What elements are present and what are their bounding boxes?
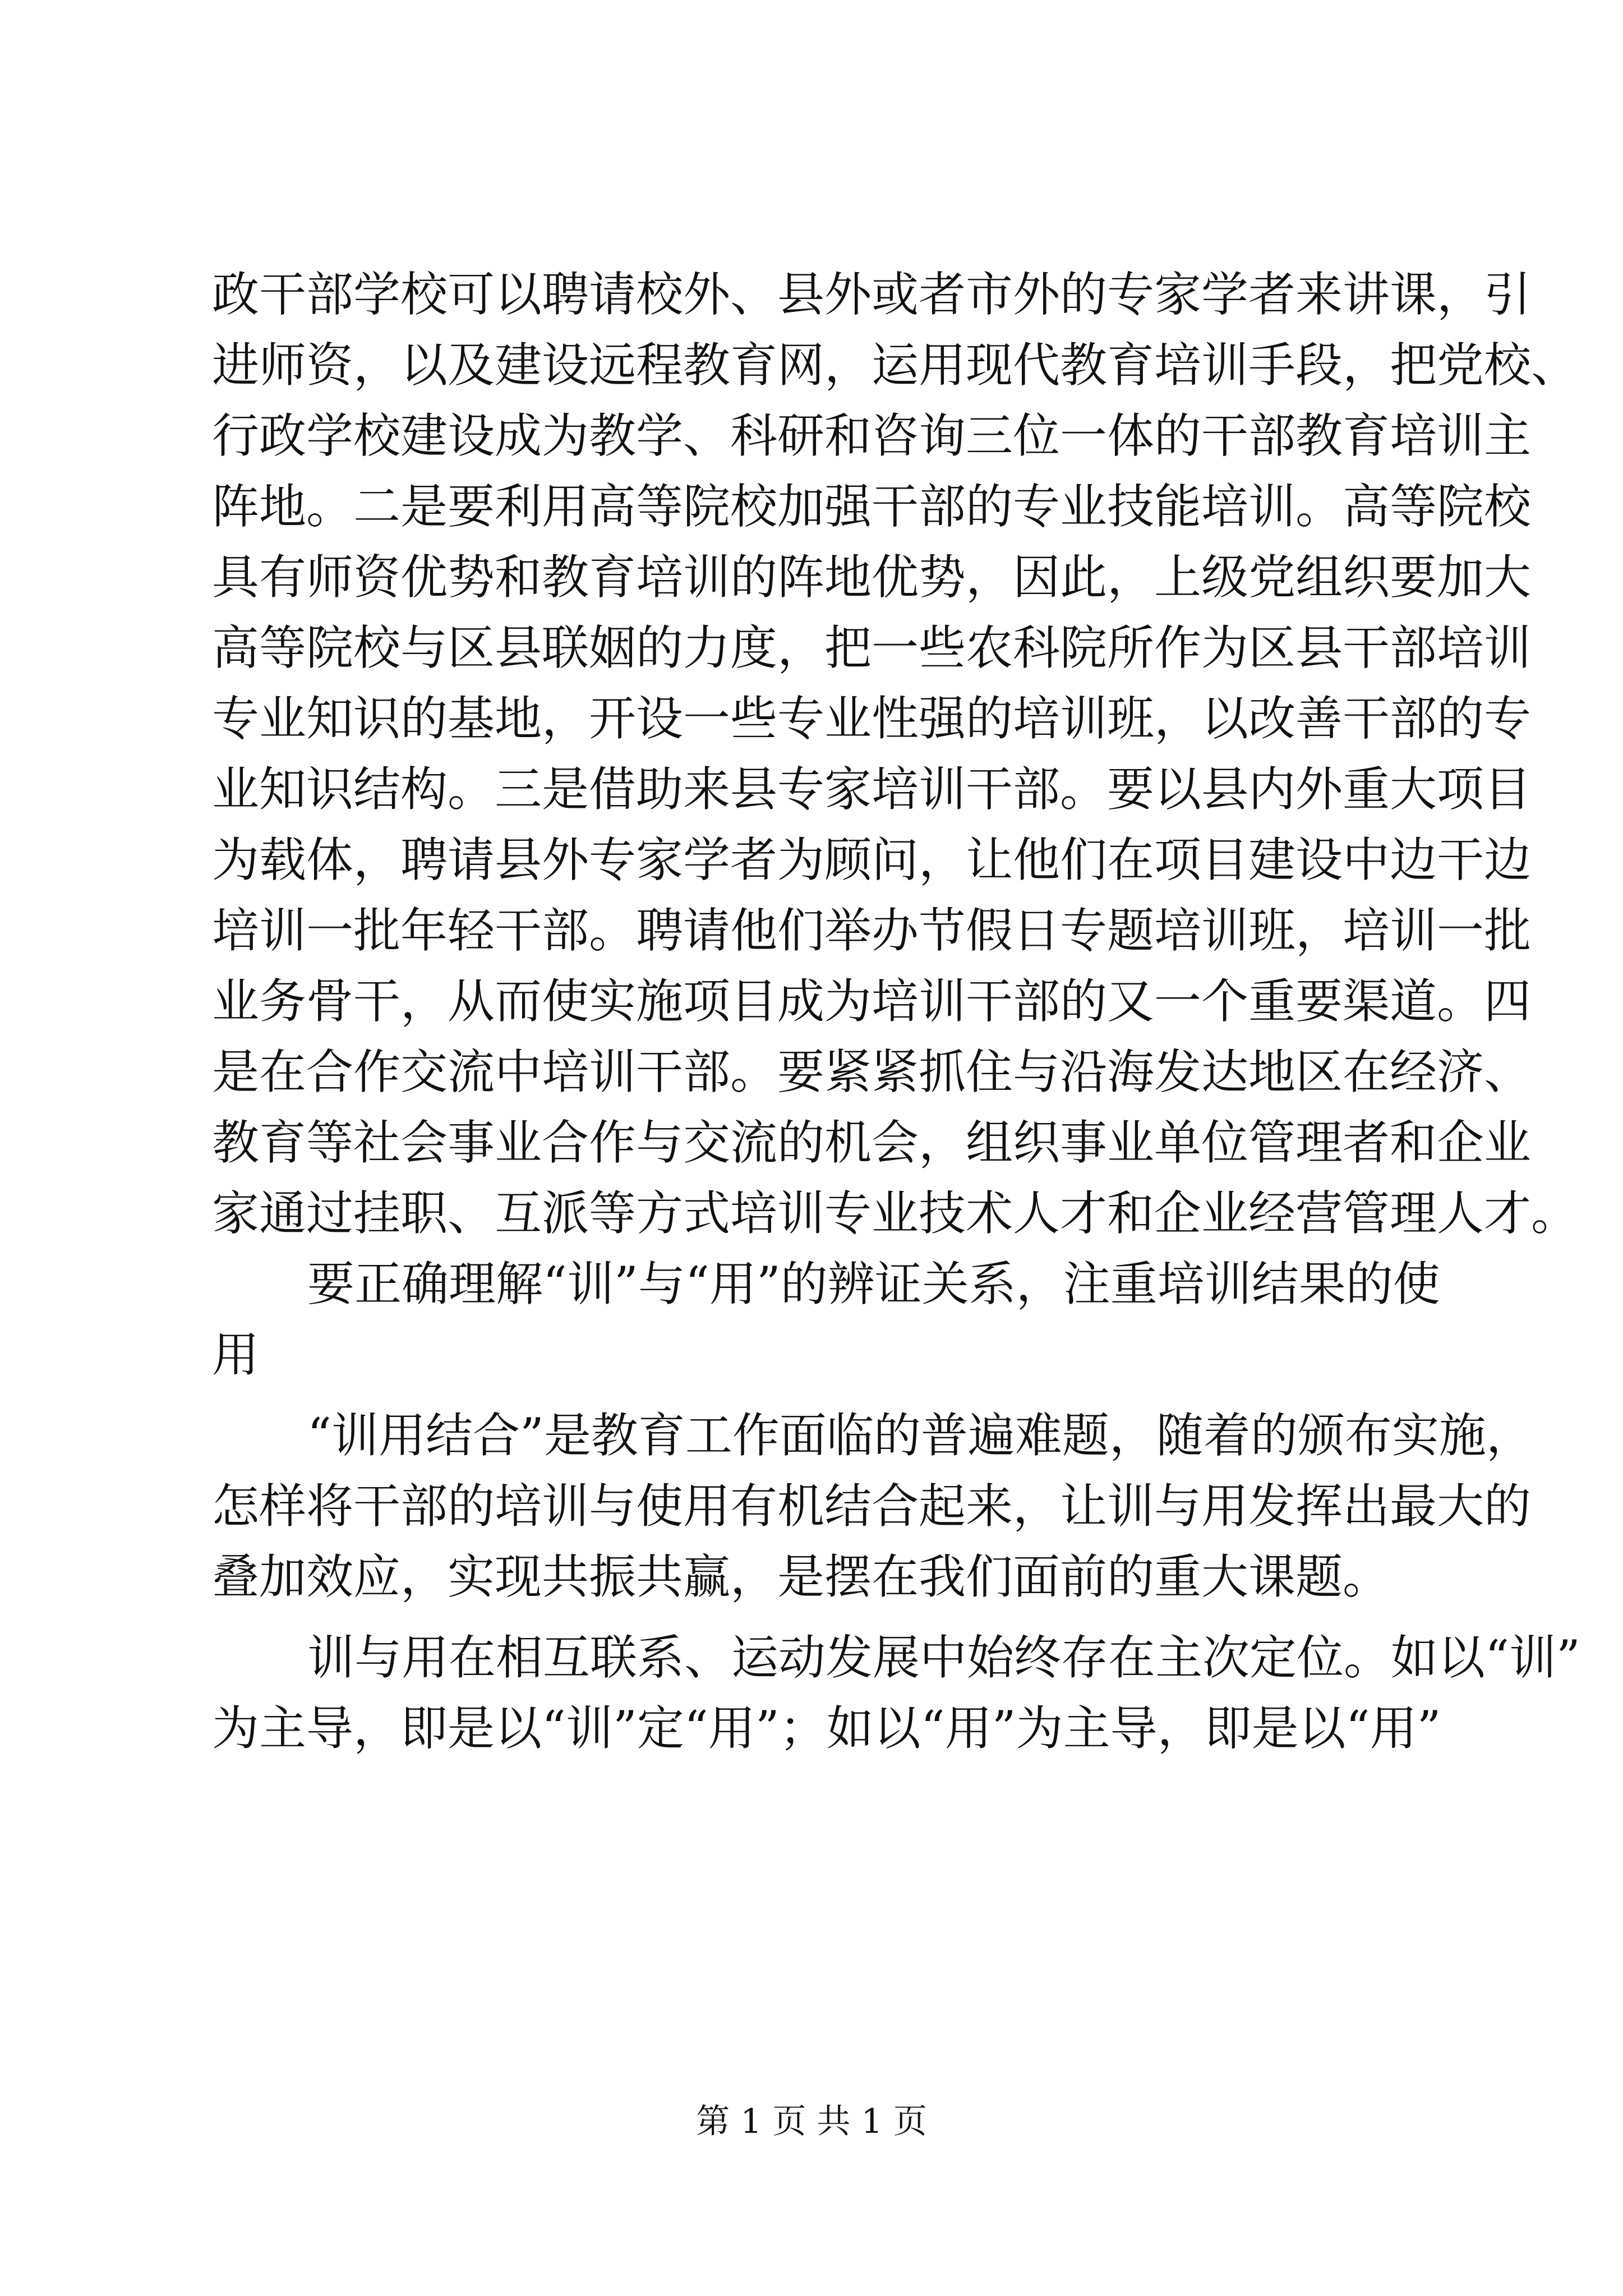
paragraph-gap <box>212 1612 1418 1622</box>
body-line: 阵地。二是要利用高等院校加强干部的专业技能培训。高等院校 <box>212 479 1532 534</box>
document-body <box>212 259 1580 1764</box>
body-line: 业知识结构。三是借助来县专家培训干部。要以县内外重大项目 <box>212 762 1532 817</box>
section-heading-line: 用 <box>212 1327 260 1382</box>
body-line: 专业知识的基地，开设一些专业性强的培训班，以改善干部的专 <box>212 691 1532 746</box>
body-line: 进师资，以及建设远程教育网，运用现代教育培训手段，把党校、 <box>212 338 1579 393</box>
body-line: 业务骨干，从而使实施项目成为培训干部的又一个重要渠道。四 <box>212 974 1532 1029</box>
body-line: 培训一批年轻干部。聘请他们举办节假日专题培训班，培训一批 <box>212 903 1532 958</box>
body-line: 为主导，即是以“训”定“用”；如以“用”为主导，即是以“用” <box>212 1701 1441 1756</box>
body-line: 政干部学校可以聘请校外、县外或者市外的专家学者来讲课，引 <box>212 267 1532 322</box>
body-line: “训用结合”是教育工作面临的普遍难题，随着的颁布实施， <box>307 1408 1533 1463</box>
body-line: 是在合作交流中培训干部。要紧紧抓住与沿海发达地区在经济、 <box>212 1045 1532 1099</box>
body-line: 训与用在相互联系、运动发展中始终存在主次定位。如以“训” <box>307 1630 1580 1685</box>
body-line: 为载体，聘请县外专家学者为顾问，让他们在项目建设中边干边 <box>212 832 1532 887</box>
body-line: 叠加效应，实现共振共赢，是摆在我们面前的重大课题。 <box>212 1549 1390 1604</box>
body-line: 怎样将干部的培训与使用有机结合起来，让训与用发挥出最大的 <box>212 1479 1532 1534</box>
body-line: 家通过挂职、互派等方式培训专业技术人才和企业经营管理人才。 <box>212 1186 1579 1241</box>
paragraph-gap <box>212 1390 1418 1400</box>
body-line: 具有师资优势和教育培训的阵地优势，因此，上级党组织要加大 <box>212 550 1532 605</box>
body-line: 行政学校建设成为教学、科研和咨询三位一体的干部教育培训主 <box>212 408 1532 463</box>
body-line: 高等院校与区县联姻的力度，把一些农科院所作为区县干部培训 <box>212 620 1532 675</box>
section-heading-line: 要正确理解“训”与“用”的辨证关系，注重培训结果的使 <box>307 1257 1440 1312</box>
page-footer: 第 1 页 共 1 页 <box>696 2102 927 2141</box>
body-line: 教育等社会事业合作与交流的机会，组织事业单位管理者和企业 <box>212 1115 1532 1170</box>
